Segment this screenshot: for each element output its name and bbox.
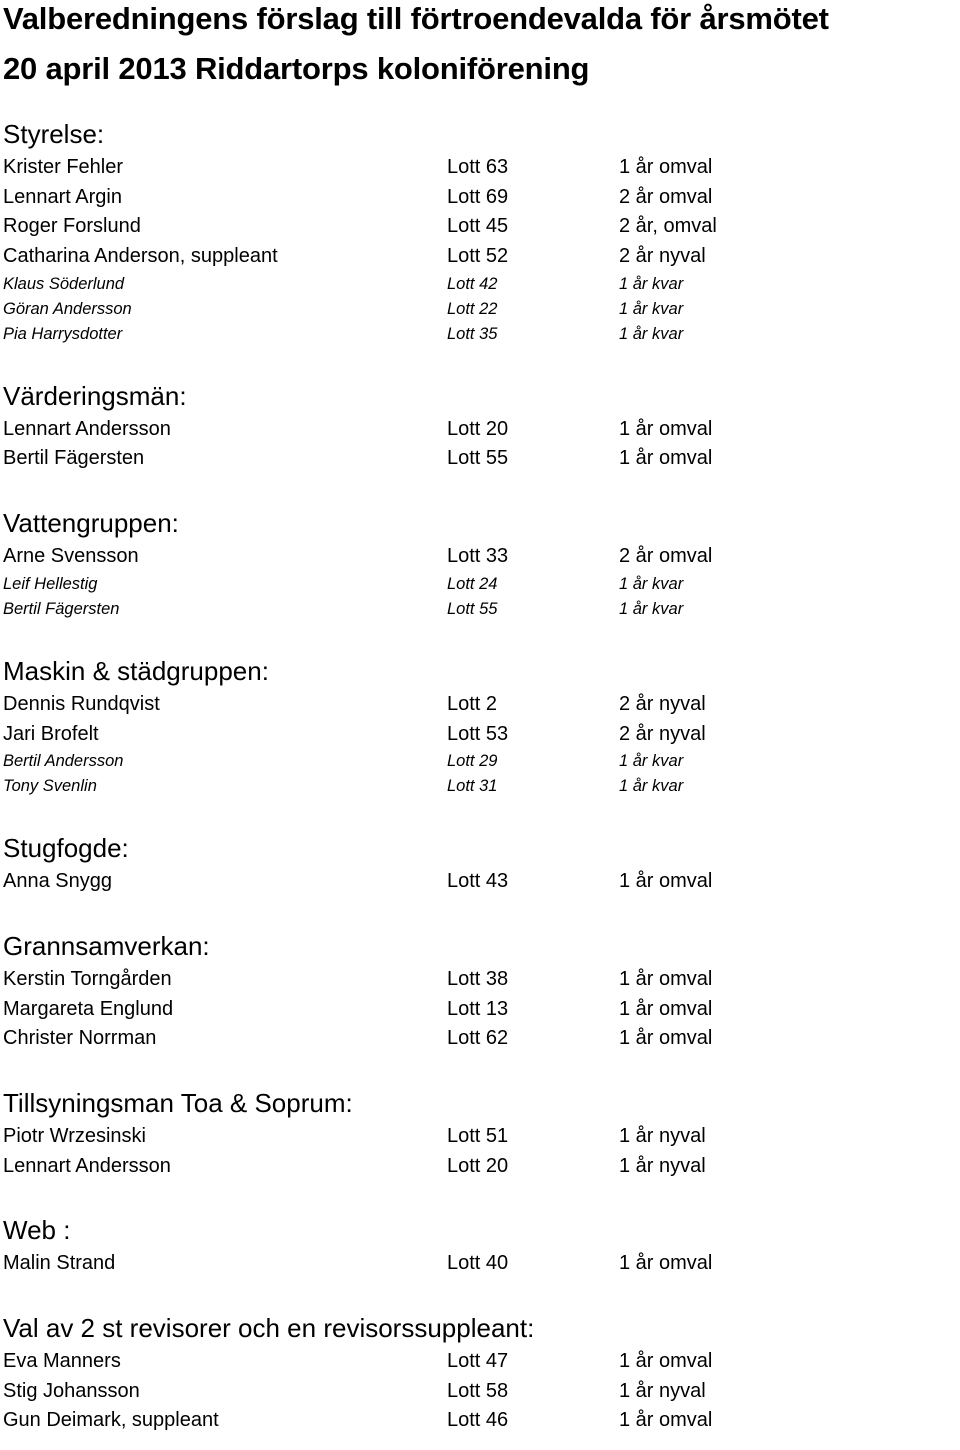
member-name: Lennart Argin: [3, 185, 122, 208]
section-heading: Stugfogde:: [3, 833, 129, 864]
section: [3, 119, 958, 347]
member-name: Kerstin Torngården: [3, 967, 172, 990]
member-row: [3, 1406, 958, 1436]
section-heading: Värderingsmän:: [3, 380, 187, 411]
document: [3, 0, 958, 1436]
section-heading: Grannsamverkan:: [3, 930, 210, 961]
member-lot: Lott 24: [447, 574, 498, 593]
member-row: [3, 1152, 958, 1182]
member-row: [3, 272, 958, 297]
member-term: 2 år nyval: [619, 692, 706, 715]
member-term: 1 år kvar: [619, 274, 684, 293]
member-name: Arne Svensson: [3, 545, 139, 568]
member-lot: Lott 2: [447, 692, 498, 715]
member-lot: Lott 55: [447, 599, 498, 618]
member-term: 2 år nyval: [619, 245, 706, 268]
member-lot: Lott 47: [447, 1350, 509, 1372]
section: [3, 381, 958, 474]
member-lot: Lott 52: [447, 245, 509, 268]
member-lot: Lott 58: [447, 1379, 509, 1402]
member-lot: Lott 63: [447, 156, 509, 178]
member-term: 2 år, omval: [619, 215, 717, 238]
member-row: [3, 1024, 958, 1054]
member-name: Pia Harrysdotter: [3, 324, 123, 343]
member-term: 1 år omval: [619, 1350, 713, 1372]
member-lot: Lott 20: [447, 417, 509, 440]
member-lot: Lott 20: [447, 1154, 509, 1177]
member-lot: Lott 33: [447, 545, 509, 568]
member-term: 1 år kvar: [619, 599, 684, 618]
member-term: 1 år omval: [619, 1409, 713, 1432]
member-term: 1 år nyval: [619, 1124, 706, 1147]
section-heading: Val av 2 st revisorer och en revisorssuppleant:: [3, 1313, 535, 1343]
member-row: [3, 867, 958, 897]
member-lot: Lott 29: [447, 752, 498, 771]
member-lot: Lott 45: [447, 215, 509, 238]
member-name: Bertil Fägersten: [3, 599, 120, 618]
member-term: 1 år omval: [619, 870, 713, 893]
member-name: Bertil Fägersten: [3, 447, 145, 470]
member-row: [3, 1249, 958, 1279]
member-row: [3, 183, 958, 213]
member-row: [3, 572, 958, 597]
member-name: Anna Snygg: [3, 870, 112, 893]
member-name: Göran Andersson: [3, 299, 132, 318]
member-row: [3, 1377, 958, 1407]
member-row: [3, 153, 958, 183]
sections-container: [3, 119, 958, 1436]
member-name: Krister Fehler: [3, 156, 124, 178]
member-lot: Lott 42: [447, 274, 498, 293]
member-lot: Lott 69: [447, 185, 509, 208]
member-row: [3, 297, 958, 322]
member-name: Eva Manners: [3, 1350, 121, 1372]
member-name: Bertil Andersson: [3, 752, 124, 771]
member-lot: Lott 62: [447, 1027, 509, 1050]
member-lot: Lott 31: [447, 777, 498, 796]
member-name: Roger Forslund: [3, 215, 141, 238]
document-title-line-2: 20 april 2013 Riddartorps koloniförening: [3, 51, 590, 86]
member-row: [3, 444, 958, 474]
document-title-line-1: Valberedningens förslag till förtroendevalda för årsmötet: [3, 1, 829, 36]
member-term: 1 år omval: [619, 1027, 713, 1050]
section: [3, 656, 958, 799]
member-row: [3, 212, 958, 242]
member-row: [3, 322, 958, 347]
section: [3, 1215, 958, 1279]
member-name: Stig Johansson: [3, 1379, 140, 1402]
member-term: 1 år omval: [619, 156, 713, 178]
member-name: Dennis Rundqvist: [3, 692, 160, 715]
member-term: 2 år omval: [619, 185, 713, 208]
member-term: 1 år omval: [619, 997, 713, 1020]
member-term: 1 år kvar: [619, 574, 684, 593]
section: [3, 931, 958, 1054]
member-name: Christer Norrman: [3, 1027, 157, 1050]
member-name: Leif Hellestig: [3, 574, 98, 593]
member-row: [3, 1122, 958, 1152]
member-name: Jari Brofelt: [3, 722, 99, 745]
member-term: 1 år omval: [619, 1252, 713, 1275]
member-term: 1 år omval: [619, 417, 713, 440]
member-row: [3, 542, 958, 572]
member-lot: Lott 55: [447, 447, 509, 470]
member-name: Klaus Söderlund: [3, 274, 125, 293]
member-row: [3, 415, 958, 445]
member-name: Margareta Englund: [3, 997, 174, 1020]
member-row: [3, 995, 958, 1025]
member-row: [3, 774, 958, 799]
member-lot: Lott 22: [447, 299, 498, 318]
section: [3, 833, 958, 897]
section: [3, 1313, 958, 1436]
member-term: 1 år nyval: [619, 1154, 706, 1177]
member-row: [3, 690, 958, 720]
member-lot: Lott 35: [447, 324, 498, 343]
member-name: Piotr Wrzesinski: [3, 1124, 146, 1147]
member-lot: Lott 51: [447, 1124, 509, 1147]
member-name: Catharina Anderson, suppleant: [3, 245, 278, 268]
section-heading: Vattengruppen:: [3, 508, 179, 539]
member-lot: Lott 53: [447, 722, 509, 745]
member-row: [3, 242, 958, 272]
member-row: [3, 1347, 958, 1377]
member-row: [3, 965, 958, 995]
member-lot: Lott 38: [447, 967, 509, 990]
member-term: 1 år kvar: [619, 777, 684, 796]
member-name: Lennart Andersson: [3, 417, 171, 440]
member-row: [3, 597, 958, 622]
member-term: 2 år omval: [619, 545, 713, 568]
member-term: 1 år omval: [619, 447, 713, 470]
section-heading: Styrelse:: [3, 119, 105, 149]
section-heading: Maskin & städgruppen:: [3, 655, 269, 686]
member-name: Malin Strand: [3, 1252, 116, 1275]
member-term: 1 år kvar: [619, 324, 684, 343]
member-term: 1 år nyval: [619, 1379, 706, 1402]
member-name: Tony Svenlin: [3, 777, 97, 796]
member-term: 2 år nyval: [619, 722, 706, 745]
section: [3, 1088, 958, 1181]
member-lot: Lott 13: [447, 997, 509, 1020]
member-term: 1 år kvar: [619, 752, 684, 771]
member-name: Gun Deimark, suppleant: [3, 1409, 219, 1432]
member-row: [3, 720, 958, 750]
section: [3, 508, 958, 622]
section-heading: Web :: [3, 1215, 71, 1246]
member-name: Lennart Andersson: [3, 1154, 171, 1177]
member-term: 1 år omval: [619, 967, 713, 990]
member-lot: Lott 46: [447, 1409, 509, 1432]
member-lot: Lott 43: [447, 870, 509, 893]
member-lot: Lott 40: [447, 1252, 509, 1275]
section-heading: Tillsyningsman Toa & Soprum:: [3, 1087, 353, 1118]
member-row: [3, 749, 958, 774]
member-term: 1 år kvar: [619, 299, 684, 318]
